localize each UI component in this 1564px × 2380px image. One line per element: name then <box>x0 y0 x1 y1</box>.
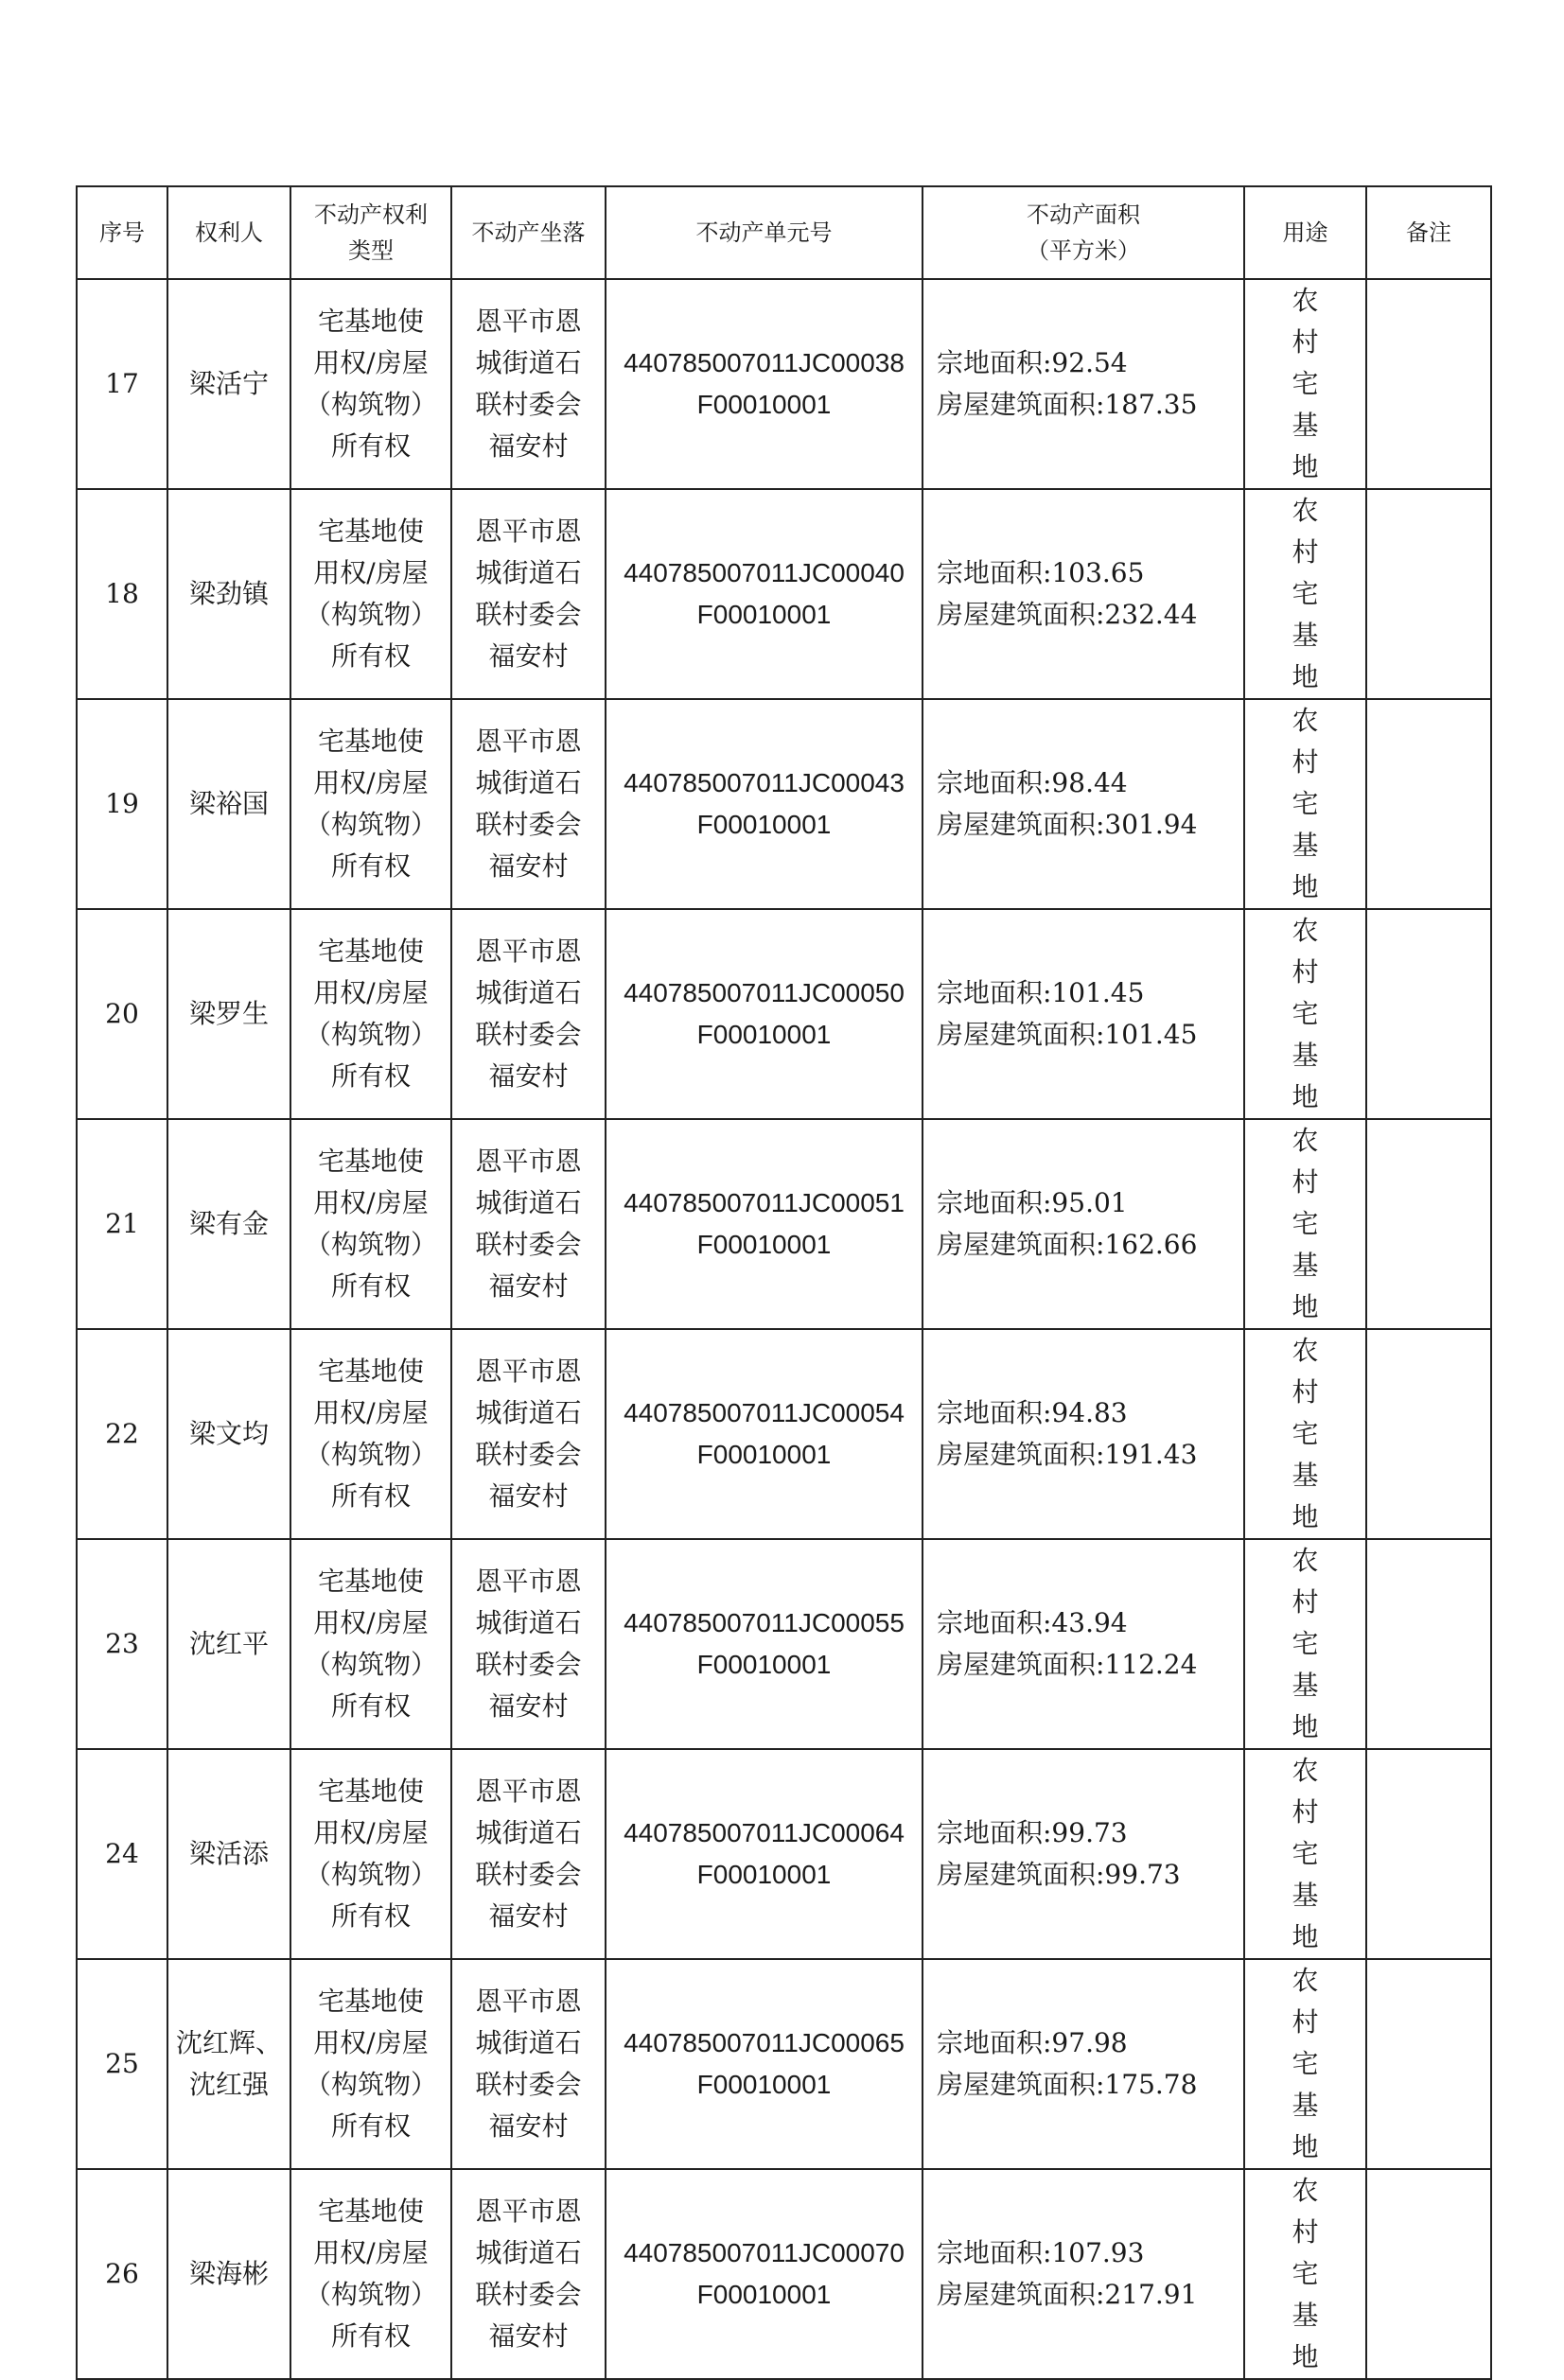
unit-number-line: F00010001 <box>696 1440 832 1469</box>
cell-right-type <box>290 2169 451 2379</box>
cell-use <box>1244 489 1366 699</box>
use-char: 村 <box>1292 1376 1319 1408</box>
cell-use <box>1244 1539 1366 1749</box>
cell-unit-number <box>606 909 923 1119</box>
right-type-line: 宅基地使 <box>317 726 424 757</box>
cell-area <box>923 1749 1244 1959</box>
land-area: 宗地面积:92.54 <box>937 347 1128 378</box>
use-char: 基 <box>1292 410 1319 441</box>
location-line: 城街道石 <box>475 1817 582 1848</box>
land-area: 宗地面积:98.44 <box>937 767 1128 798</box>
cell-owner: 梁活添 <box>167 1749 290 1959</box>
unit-number-line: F00010001 <box>696 1230 832 1259</box>
use-char: 宅 <box>1292 2258 1319 2289</box>
land-area: 宗地面积:107.93 <box>937 2237 1145 2268</box>
cell-note <box>1366 1119 1491 1329</box>
use-char: 宅 <box>1292 998 1319 1029</box>
unit-number-line: 440785007011JC00055 <box>624 1608 905 1637</box>
land-area: 宗地面积:97.98 <box>937 2027 1128 2058</box>
location-line: 联村委会 <box>475 1859 582 1890</box>
unit-number-line: F00010001 <box>696 810 832 839</box>
unit-number-line: 440785007011JC00050 <box>624 978 905 1007</box>
location-line: 恩平市恩 <box>475 1356 582 1387</box>
use-char: 村 <box>1292 956 1319 988</box>
use-char: 地 <box>1292 1921 1319 1952</box>
table-row <box>77 2169 1491 2379</box>
table-row <box>77 1959 1491 2169</box>
cell-use <box>1244 279 1366 489</box>
cell-owner: 梁有金 <box>167 1119 290 1329</box>
cell-use <box>1244 1959 1366 2169</box>
use-char: 基 <box>1292 1250 1319 1281</box>
header-location: 不动产坐落 <box>451 186 606 279</box>
cell-location <box>451 699 606 909</box>
cell-area <box>923 1119 1244 1329</box>
location-line: 城街道石 <box>475 977 582 1008</box>
location-line: 联村委会 <box>475 1649 582 1680</box>
cell-location <box>451 2169 606 2379</box>
right-type-line: 所有权 <box>330 1480 411 1512</box>
unit-number-line: F00010001 <box>696 390 832 419</box>
use-char: 基 <box>1292 620 1319 651</box>
cell-note <box>1366 2169 1491 2379</box>
location-line: 联村委会 <box>475 2069 582 2100</box>
cell-right-type <box>290 909 451 1119</box>
building-area: 房屋建筑面积:99.73 <box>937 1859 1181 1890</box>
location-line: 福安村 <box>488 1900 569 1932</box>
cell-owner: 梁罗生 <box>167 909 290 1119</box>
right-type-line: 用权/房屋 <box>313 1607 429 1638</box>
use-char: 地 <box>1292 871 1319 902</box>
right-type-line: 所有权 <box>330 1900 411 1932</box>
cell-area <box>923 1329 1244 1539</box>
cell-area <box>923 279 1244 489</box>
header-seq: 序号 <box>77 186 167 279</box>
use-char: 农 <box>1292 1335 1319 1366</box>
cell-seq: 18 <box>77 489 167 699</box>
right-type-line: 所有权 <box>330 1690 411 1722</box>
cell-seq: 25 <box>77 1959 167 2169</box>
location-line: 福安村 <box>488 640 569 672</box>
right-type-line: 用权/房屋 <box>313 557 429 588</box>
table-row <box>77 1119 1491 1329</box>
property-register-table <box>76 185 1492 2380</box>
building-area: 房屋建筑面积:112.24 <box>937 1649 1198 1680</box>
location-line: 联村委会 <box>475 389 582 420</box>
right-type-line: 用权/房屋 <box>313 347 429 378</box>
unit-number-line: 440785007011JC00051 <box>624 1188 905 1217</box>
unit-number-line: 440785007011JC00040 <box>624 558 905 587</box>
use-char: 农 <box>1292 1125 1319 1156</box>
location-line: 恩平市恩 <box>475 516 582 547</box>
cell-note <box>1366 1329 1491 1539</box>
use-char: 地 <box>1292 2341 1319 2372</box>
cell-location <box>451 1119 606 1329</box>
use-char: 宅 <box>1292 788 1319 819</box>
use-char: 村 <box>1292 1586 1319 1618</box>
use-char: 宅 <box>1292 1838 1319 1869</box>
cell-location <box>451 279 606 489</box>
header-owner: 权利人 <box>167 186 290 279</box>
location-line: 城街道石 <box>475 767 582 798</box>
right-type-line: 用权/房屋 <box>313 1817 429 1848</box>
right-type-line: 所有权 <box>330 2110 411 2142</box>
table-row <box>77 909 1491 1119</box>
unit-number-line: 440785007011JC00038 <box>624 348 905 377</box>
cell-owner <box>167 1959 290 2169</box>
cell-seq: 22 <box>77 1329 167 1539</box>
right-type-line: 用权/房屋 <box>313 1187 429 1218</box>
location-line: 福安村 <box>488 2320 569 2352</box>
right-type-line: 宅基地使 <box>317 936 424 967</box>
cell-location <box>451 489 606 699</box>
cell-seq: 17 <box>77 279 167 489</box>
right-type-line: （构筑物） <box>304 599 437 630</box>
location-line: 联村委会 <box>475 1229 582 1260</box>
cell-owner: 梁活宁 <box>167 279 290 489</box>
location-line: 福安村 <box>488 850 569 882</box>
cell-note <box>1366 1539 1491 1749</box>
use-char: 地 <box>1292 661 1319 692</box>
right-type-line: （构筑物） <box>304 2069 437 2100</box>
use-char: 基 <box>1292 1460 1319 1491</box>
location-line: 城街道石 <box>475 347 582 378</box>
use-char: 村 <box>1292 536 1319 568</box>
location-line: 城街道石 <box>475 1187 582 1218</box>
table-row <box>77 1539 1491 1749</box>
building-area: 房屋建筑面积:101.45 <box>937 1019 1198 1050</box>
use-char: 地 <box>1292 1501 1319 1532</box>
unit-number-line: 440785007011JC00043 <box>624 768 905 797</box>
land-area: 宗地面积:95.01 <box>937 1187 1128 1218</box>
cell-unit-number <box>606 279 923 489</box>
unit-number-line: 440785007011JC00065 <box>624 2028 905 2057</box>
right-type-line: 用权/房屋 <box>313 1397 429 1428</box>
table-header-row <box>77 186 1491 279</box>
location-line: 恩平市恩 <box>475 1146 582 1177</box>
location-line: 联村委会 <box>475 599 582 630</box>
cell-area <box>923 2169 1244 2379</box>
cell-use <box>1244 1119 1366 1329</box>
cell-right-type <box>290 1329 451 1539</box>
right-type-line: （构筑物） <box>304 1859 437 1890</box>
location-line: 联村委会 <box>475 2279 582 2310</box>
location-line: 福安村 <box>488 1060 569 1092</box>
header-right-type: 不动产权利 类型 <box>290 186 451 279</box>
location-line: 联村委会 <box>475 809 582 840</box>
cell-right-type <box>290 279 451 489</box>
use-char: 宅 <box>1292 1418 1319 1449</box>
location-line: 恩平市恩 <box>475 306 582 337</box>
use-char: 宅 <box>1292 1208 1319 1239</box>
location-line: 城街道石 <box>475 2237 582 2268</box>
cell-note <box>1366 489 1491 699</box>
right-type-line: （构筑物） <box>304 2279 437 2310</box>
cell-seq: 24 <box>77 1749 167 1959</box>
use-char: 基 <box>1292 830 1319 861</box>
header-unit-number: 不动产单元号 <box>606 186 923 279</box>
location-line: 城街道石 <box>475 1607 582 1638</box>
cell-owner: 梁文均 <box>167 1329 290 1539</box>
cell-unit-number <box>606 1119 923 1329</box>
use-char: 村 <box>1292 2006 1319 2038</box>
use-char: 地 <box>1292 1291 1319 1322</box>
right-type-line: （构筑物） <box>304 1649 437 1680</box>
unit-number-line: F00010001 <box>696 1020 832 1049</box>
location-line: 福安村 <box>488 1480 569 1512</box>
owner-line: 沈红辉、 <box>175 2027 282 2058</box>
use-char: 村 <box>1292 326 1319 358</box>
building-area: 房屋建筑面积:162.66 <box>937 1229 1198 1260</box>
cell-note <box>1366 1749 1491 1959</box>
cell-seq: 23 <box>77 1539 167 1749</box>
cell-area <box>923 1539 1244 1749</box>
location-line: 恩平市恩 <box>475 2196 582 2227</box>
use-char: 宅 <box>1292 1628 1319 1659</box>
right-type-line: 宅基地使 <box>317 1776 424 1807</box>
right-type-line: 所有权 <box>330 850 411 882</box>
use-char: 农 <box>1292 285 1319 316</box>
location-line: 恩平市恩 <box>475 1566 582 1597</box>
building-area: 房屋建筑面积:301.94 <box>937 809 1198 840</box>
cell-note <box>1366 279 1491 489</box>
use-char: 地 <box>1292 451 1319 482</box>
cell-location <box>451 909 606 1119</box>
location-line: 福安村 <box>488 430 569 462</box>
building-area: 房屋建筑面积:187.35 <box>937 389 1198 420</box>
right-type-line: 用权/房屋 <box>313 2027 429 2058</box>
cell-seq: 26 <box>77 2169 167 2379</box>
unit-number-line: F00010001 <box>696 1860 832 1889</box>
cell-seq: 20 <box>77 909 167 1119</box>
cell-unit-number <box>606 1329 923 1539</box>
location-line: 联村委会 <box>475 1439 582 1470</box>
right-type-line: （构筑物） <box>304 1229 437 1260</box>
right-type-line: 宅基地使 <box>317 306 424 337</box>
header-use: 用途 <box>1244 186 1366 279</box>
use-char: 宅 <box>1292 2048 1319 2079</box>
location-line: 城街道石 <box>475 557 582 588</box>
use-char: 宅 <box>1292 578 1319 609</box>
location-line: 福安村 <box>488 1690 569 1722</box>
right-type-line: 用权/房屋 <box>313 977 429 1008</box>
location-line: 恩平市恩 <box>475 1986 582 2017</box>
table-row <box>77 489 1491 699</box>
use-char: 农 <box>1292 2175 1319 2206</box>
use-char: 农 <box>1292 1755 1319 1786</box>
use-char: 基 <box>1292 1040 1319 1071</box>
cell-right-type <box>290 1119 451 1329</box>
cell-note <box>1366 909 1491 1119</box>
cell-unit-number <box>606 1959 923 2169</box>
cell-right-type <box>290 489 451 699</box>
right-type-line: 用权/房屋 <box>313 2237 429 2268</box>
right-type-line: 所有权 <box>330 1270 411 1302</box>
cell-right-type <box>290 699 451 909</box>
right-type-line: （构筑物） <box>304 1439 437 1470</box>
right-type-line: 宅基地使 <box>317 1986 424 2017</box>
right-type-line: 所有权 <box>330 640 411 672</box>
cell-unit-number <box>606 1749 923 1959</box>
location-line: 福安村 <box>488 2110 569 2142</box>
right-type-line: （构筑物） <box>304 389 437 420</box>
building-area: 房屋建筑面积:217.91 <box>937 2279 1198 2310</box>
cell-owner: 梁裕国 <box>167 699 290 909</box>
right-type-line: 用权/房屋 <box>313 767 429 798</box>
location-line: 福安村 <box>488 1270 569 1302</box>
cell-owner: 梁劲镇 <box>167 489 290 699</box>
unit-number-line: 440785007011JC00054 <box>624 1398 905 1427</box>
right-type-line: 宅基地使 <box>317 1356 424 1387</box>
use-char: 农 <box>1292 1545 1319 1576</box>
building-area: 房屋建筑面积:232.44 <box>937 599 1198 630</box>
unit-number-line: 440785007011JC00064 <box>624 1818 905 1847</box>
cell-area <box>923 699 1244 909</box>
building-area: 房屋建筑面积:191.43 <box>937 1439 1198 1470</box>
cell-right-type <box>290 1959 451 2169</box>
location-line: 联村委会 <box>475 1019 582 1050</box>
use-char: 地 <box>1292 2131 1319 2162</box>
use-char: 村 <box>1292 746 1319 778</box>
use-char: 农 <box>1292 705 1319 736</box>
use-char: 农 <box>1292 495 1319 526</box>
cell-use <box>1244 1329 1366 1539</box>
right-type-line: 所有权 <box>330 1060 411 1092</box>
cell-location <box>451 1749 606 1959</box>
right-type-line: 宅基地使 <box>317 1566 424 1597</box>
cell-location <box>451 1329 606 1539</box>
land-area: 宗地面积:99.73 <box>937 1817 1128 1848</box>
right-type-line: 所有权 <box>330 430 411 462</box>
use-char: 村 <box>1292 1166 1319 1198</box>
unit-number-line: F00010001 <box>696 1650 832 1679</box>
land-area: 宗地面积:43.94 <box>937 1607 1128 1638</box>
land-area: 宗地面积:94.83 <box>937 1397 1128 1428</box>
right-type-line: 所有权 <box>330 2320 411 2352</box>
use-char: 地 <box>1292 1711 1319 1742</box>
cell-unit-number <box>606 2169 923 2379</box>
right-type-line: （构筑物） <box>304 809 437 840</box>
header-note: 备注 <box>1366 186 1491 279</box>
land-area: 宗地面积:103.65 <box>937 557 1145 588</box>
location-line: 恩平市恩 <box>475 936 582 967</box>
right-type-line: 宅基地使 <box>317 516 424 547</box>
location-line: 城街道石 <box>475 1397 582 1428</box>
table-row <box>77 699 1491 909</box>
location-line: 城街道石 <box>475 2027 582 2058</box>
cell-note <box>1366 1959 1491 2169</box>
table-row <box>77 279 1491 489</box>
unit-number-line: F00010001 <box>696 2280 832 2309</box>
use-char: 农 <box>1292 1965 1319 1996</box>
cell-unit-number <box>606 489 923 699</box>
use-char: 村 <box>1292 1796 1319 1828</box>
table-row <box>77 1329 1491 1539</box>
land-area: 宗地面积:101.45 <box>937 977 1145 1008</box>
cell-location <box>451 1539 606 1749</box>
owner-line: 沈红强 <box>188 2069 269 2100</box>
use-char: 村 <box>1292 2216 1319 2248</box>
use-char: 基 <box>1292 2090 1319 2121</box>
cell-owner: 沈红平 <box>167 1539 290 1749</box>
cell-area <box>923 909 1244 1119</box>
cell-unit-number <box>606 1539 923 1749</box>
use-char: 地 <box>1292 1081 1319 1112</box>
right-type-line: （构筑物） <box>304 1019 437 1050</box>
cell-note <box>1366 699 1491 909</box>
right-type-line: 宅基地使 <box>317 2196 424 2227</box>
use-char: 基 <box>1292 1670 1319 1701</box>
cell-right-type <box>290 1539 451 1749</box>
table-row <box>77 1749 1491 1959</box>
cell-area <box>923 489 1244 699</box>
use-char: 农 <box>1292 915 1319 946</box>
location-line: 恩平市恩 <box>475 1776 582 1807</box>
cell-seq: 21 <box>77 1119 167 1329</box>
unit-number-line: 440785007011JC00070 <box>624 2238 905 2267</box>
cell-use <box>1244 909 1366 1119</box>
right-type-line: 宅基地使 <box>317 1146 424 1177</box>
unit-number-line: F00010001 <box>696 600 832 629</box>
cell-right-type <box>290 1749 451 1959</box>
cell-owner: 梁海彬 <box>167 2169 290 2379</box>
cell-use <box>1244 1749 1366 1959</box>
use-char: 宅 <box>1292 368 1319 399</box>
cell-unit-number <box>606 699 923 909</box>
cell-use <box>1244 2169 1366 2379</box>
use-char: 基 <box>1292 1880 1319 1911</box>
cell-area <box>923 1959 1244 2169</box>
building-area: 房屋建筑面积:175.78 <box>937 2069 1198 2100</box>
cell-location <box>451 1959 606 2169</box>
use-char: 基 <box>1292 2300 1319 2331</box>
location-line: 恩平市恩 <box>475 726 582 757</box>
cell-use <box>1244 699 1366 909</box>
unit-number-line: F00010001 <box>696 2070 832 2099</box>
cell-seq: 19 <box>77 699 167 909</box>
header-area: 不动产面积 （平方米） <box>923 186 1244 279</box>
